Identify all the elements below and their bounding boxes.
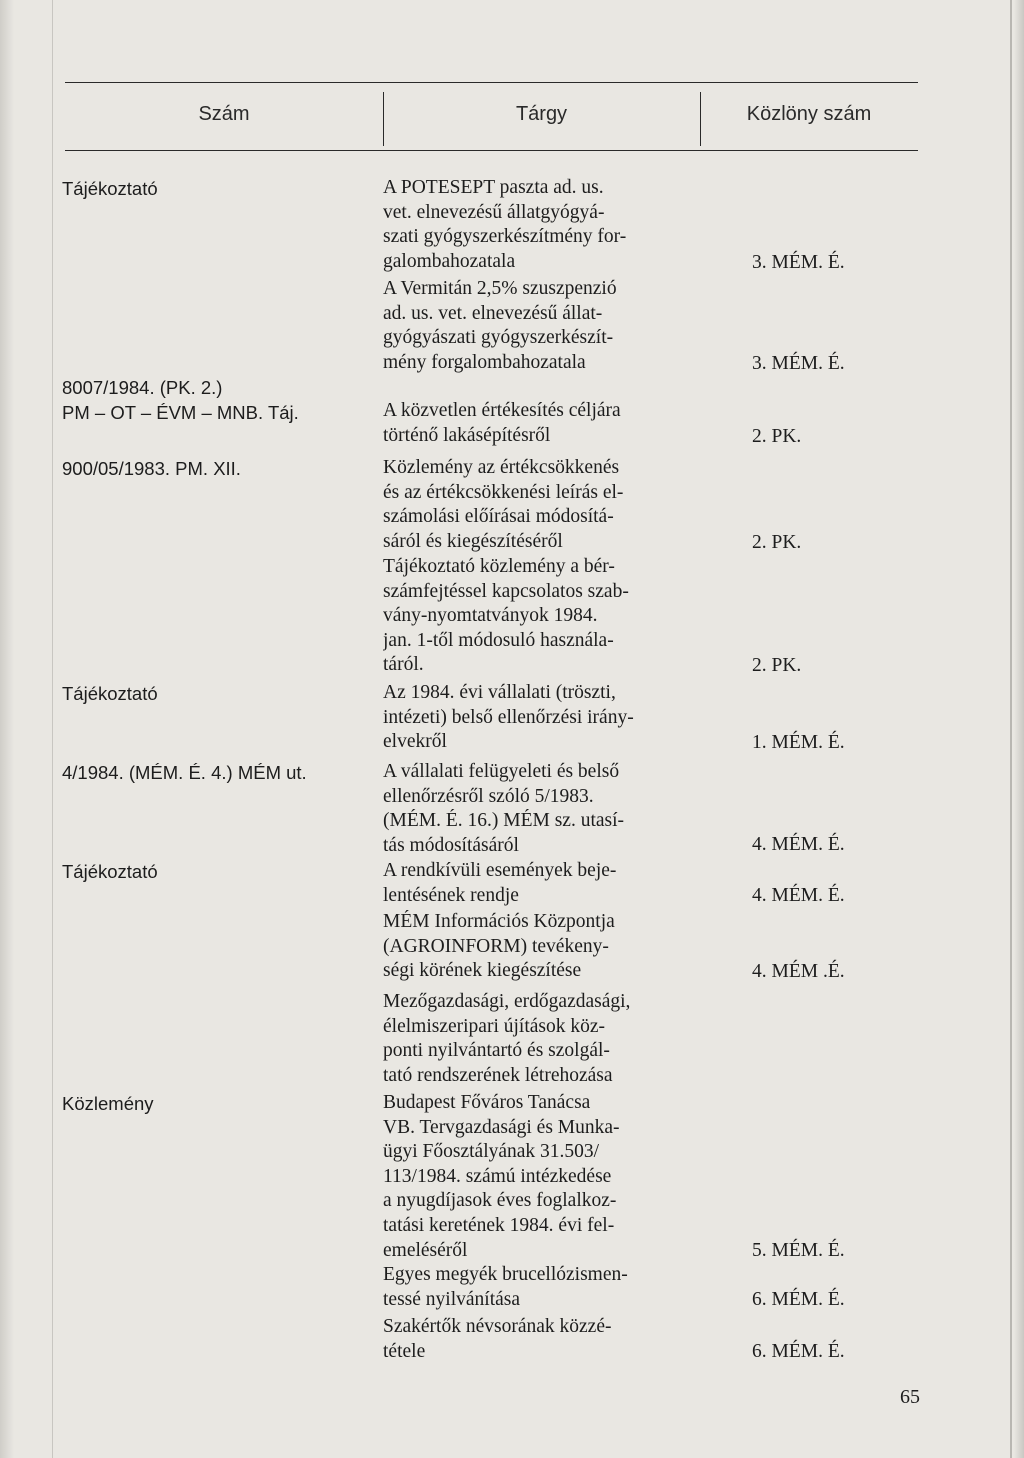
right-margin-line <box>1010 0 1012 1458</box>
row-1-szam: Tájékoztató <box>62 178 158 199</box>
subject-line: számolási előírásai módosítá- <box>383 506 614 528</box>
subject-line: A POTESEPT paszta ad. us. <box>383 177 604 198</box>
subject-line: tétele <box>383 1340 426 1362</box>
row-2-subject <box>383 277 704 375</box>
subject-line: tató rendszerének létrehozása <box>383 1064 613 1086</box>
row-7-ref: 4. MÉM. É. <box>752 834 845 855</box>
row-12-ref: 6. MÉM. É. <box>752 1289 845 1310</box>
subject-line: Közlemény az értékcsökkenés <box>383 457 620 478</box>
page-edge-left <box>0 0 14 1458</box>
row-2-ref: 3. MÉM. É. <box>752 353 845 374</box>
column-header-targy: Tárgy <box>515 103 568 125</box>
row-11-szam: Közlemény <box>62 1093 154 1114</box>
row-8-szam: Tájékoztató <box>62 861 158 882</box>
row-1-subject <box>383 176 704 274</box>
subject-line: ségi körének kiegészítése <box>383 960 582 982</box>
row-8-subject <box>383 859 704 908</box>
column-header-kozlony: Közlöny szám <box>746 103 872 125</box>
subject-line: táról. <box>383 654 424 676</box>
subject-line: galombahozatala <box>383 250 516 272</box>
subject-line: (AGROINFORM) tevékeny- <box>383 935 609 957</box>
subject-line: Budapest Főváros Tanácsa <box>383 1092 591 1113</box>
row-6-ref: 1. MÉM. É. <box>752 732 845 753</box>
subject-line: vány-nyomtatványok 1984. <box>383 605 598 627</box>
row-11-ref: 5. MÉM. É. <box>752 1240 845 1261</box>
subject-line: a nyugdíjasok éves foglalkoz- <box>383 1190 617 1212</box>
subject-line: Tájékoztató közlemény a bér- <box>383 556 615 577</box>
subject-line: tatási keretének 1984. évi fel- <box>383 1214 615 1236</box>
row-6-szam: Tájékoztató <box>62 683 158 704</box>
row-11-subject <box>383 1091 704 1263</box>
subject-line: VB. Tervgazdasági és Munka- <box>383 1116 620 1138</box>
row-6-subject <box>383 681 704 755</box>
row-1-ref: 3. MÉM. É. <box>752 252 845 273</box>
row-4-szam: 900/05/1983. PM. XII. <box>62 458 241 479</box>
subject-line: Egyes megyék brucellózismen- <box>383 1264 628 1285</box>
row-10-subject <box>383 990 704 1088</box>
subject-line: lentésének rendje <box>383 884 519 906</box>
subject-line: számfejtéssel kapcsolatos szab- <box>383 580 629 602</box>
subject-line: élelmiszeripari újítások köz- <box>383 1015 606 1037</box>
subject-line: jan. 1-től módosuló használa- <box>383 629 614 651</box>
subject-line: gyógyászati gyógyszerkészít- <box>383 327 614 349</box>
subject-line: ügyi Főosztályának 31.503/ <box>383 1141 600 1163</box>
subject-line: Az 1984. évi vállalati (trösztі, <box>383 682 616 703</box>
subject-line: mény forgalombahozatala <box>383 351 586 373</box>
row-4-subject <box>383 456 704 554</box>
row-4-ref: 2. PK. <box>752 532 802 553</box>
page-edge-right <box>1014 0 1024 1458</box>
row-7-szam: 4/1984. (MÉM. É. 4.) MÉM ut. <box>62 762 307 783</box>
subject-line: sáról és kiegészítéséről <box>383 530 563 552</box>
row-5-ref: 2. PK. <box>752 655 802 676</box>
row-3-subject <box>383 399 704 448</box>
subject-line: ad. us. vet. elnevezésű állat- <box>383 302 603 324</box>
row-7-subject <box>383 760 704 858</box>
subject-line: elvekről <box>383 731 447 753</box>
row-12-subject <box>383 1263 704 1312</box>
subject-line: Szakértők névsorának közzé- <box>383 1316 612 1337</box>
subject-line: ponti nyilvántartó és szolgál- <box>383 1040 610 1062</box>
subject-line: ellenőrzésről szóló 5/1983. <box>383 785 594 807</box>
row-3-szam-2: PM – OT – ÉVM – MNB. Táj. <box>62 402 299 423</box>
subject-line: Mezőgazdasági, erdőgazdasági, <box>383 991 631 1012</box>
subject-line: A vállalati felügyeleti és belső <box>383 761 620 782</box>
row-3-ref: 2. PK. <box>752 426 802 447</box>
subject-line: és az értékcsökkenési leírás el- <box>383 481 624 503</box>
binding-line <box>52 0 53 1458</box>
subject-line: emeléséről <box>383 1239 468 1261</box>
row-9-ref: 4. MÉM .É. <box>752 961 845 982</box>
table-header-rule <box>65 150 918 151</box>
subject-line: intézeti) belső ellenőrzési irány- <box>383 706 634 728</box>
subject-line: A Vermitán 2,5% szuszpenzió <box>383 278 617 299</box>
subject-line: tessé nyilvánítása <box>383 1288 521 1310</box>
table-top-rule <box>65 82 918 83</box>
row-8-ref: 4. MÉM. É. <box>752 885 845 906</box>
row-13-subject <box>383 1315 704 1364</box>
row-9-subject <box>383 910 704 984</box>
row-3-szam-1: 8007/1984. (PK. 2.) <box>62 377 223 398</box>
subject-line: A közvetlen értékesítés céljára <box>383 400 621 421</box>
subject-line: A rendkívüli események beje- <box>383 860 617 881</box>
subject-line: szati gyógyszerkészítmény for- <box>383 226 627 248</box>
subject-line: 113/1984. számú intézkedése <box>383 1165 612 1187</box>
row-5-subject <box>383 555 704 678</box>
column-header-szam: Szám <box>198 103 250 125</box>
subject-line: MÉM Információs Központja <box>383 911 615 932</box>
subject-line: tás módosításáról <box>383 834 519 856</box>
row-13-ref: 6. MÉM. É. <box>752 1341 845 1362</box>
subject-line: vet. elnevezésű állatgyógyá- <box>383 201 605 223</box>
page-number: 65 <box>900 1386 920 1408</box>
subject-line: (MÉM. É. 16.) MÉM sz. utasí- <box>383 810 625 832</box>
subject-line: történő lakásépítésről <box>383 424 551 446</box>
